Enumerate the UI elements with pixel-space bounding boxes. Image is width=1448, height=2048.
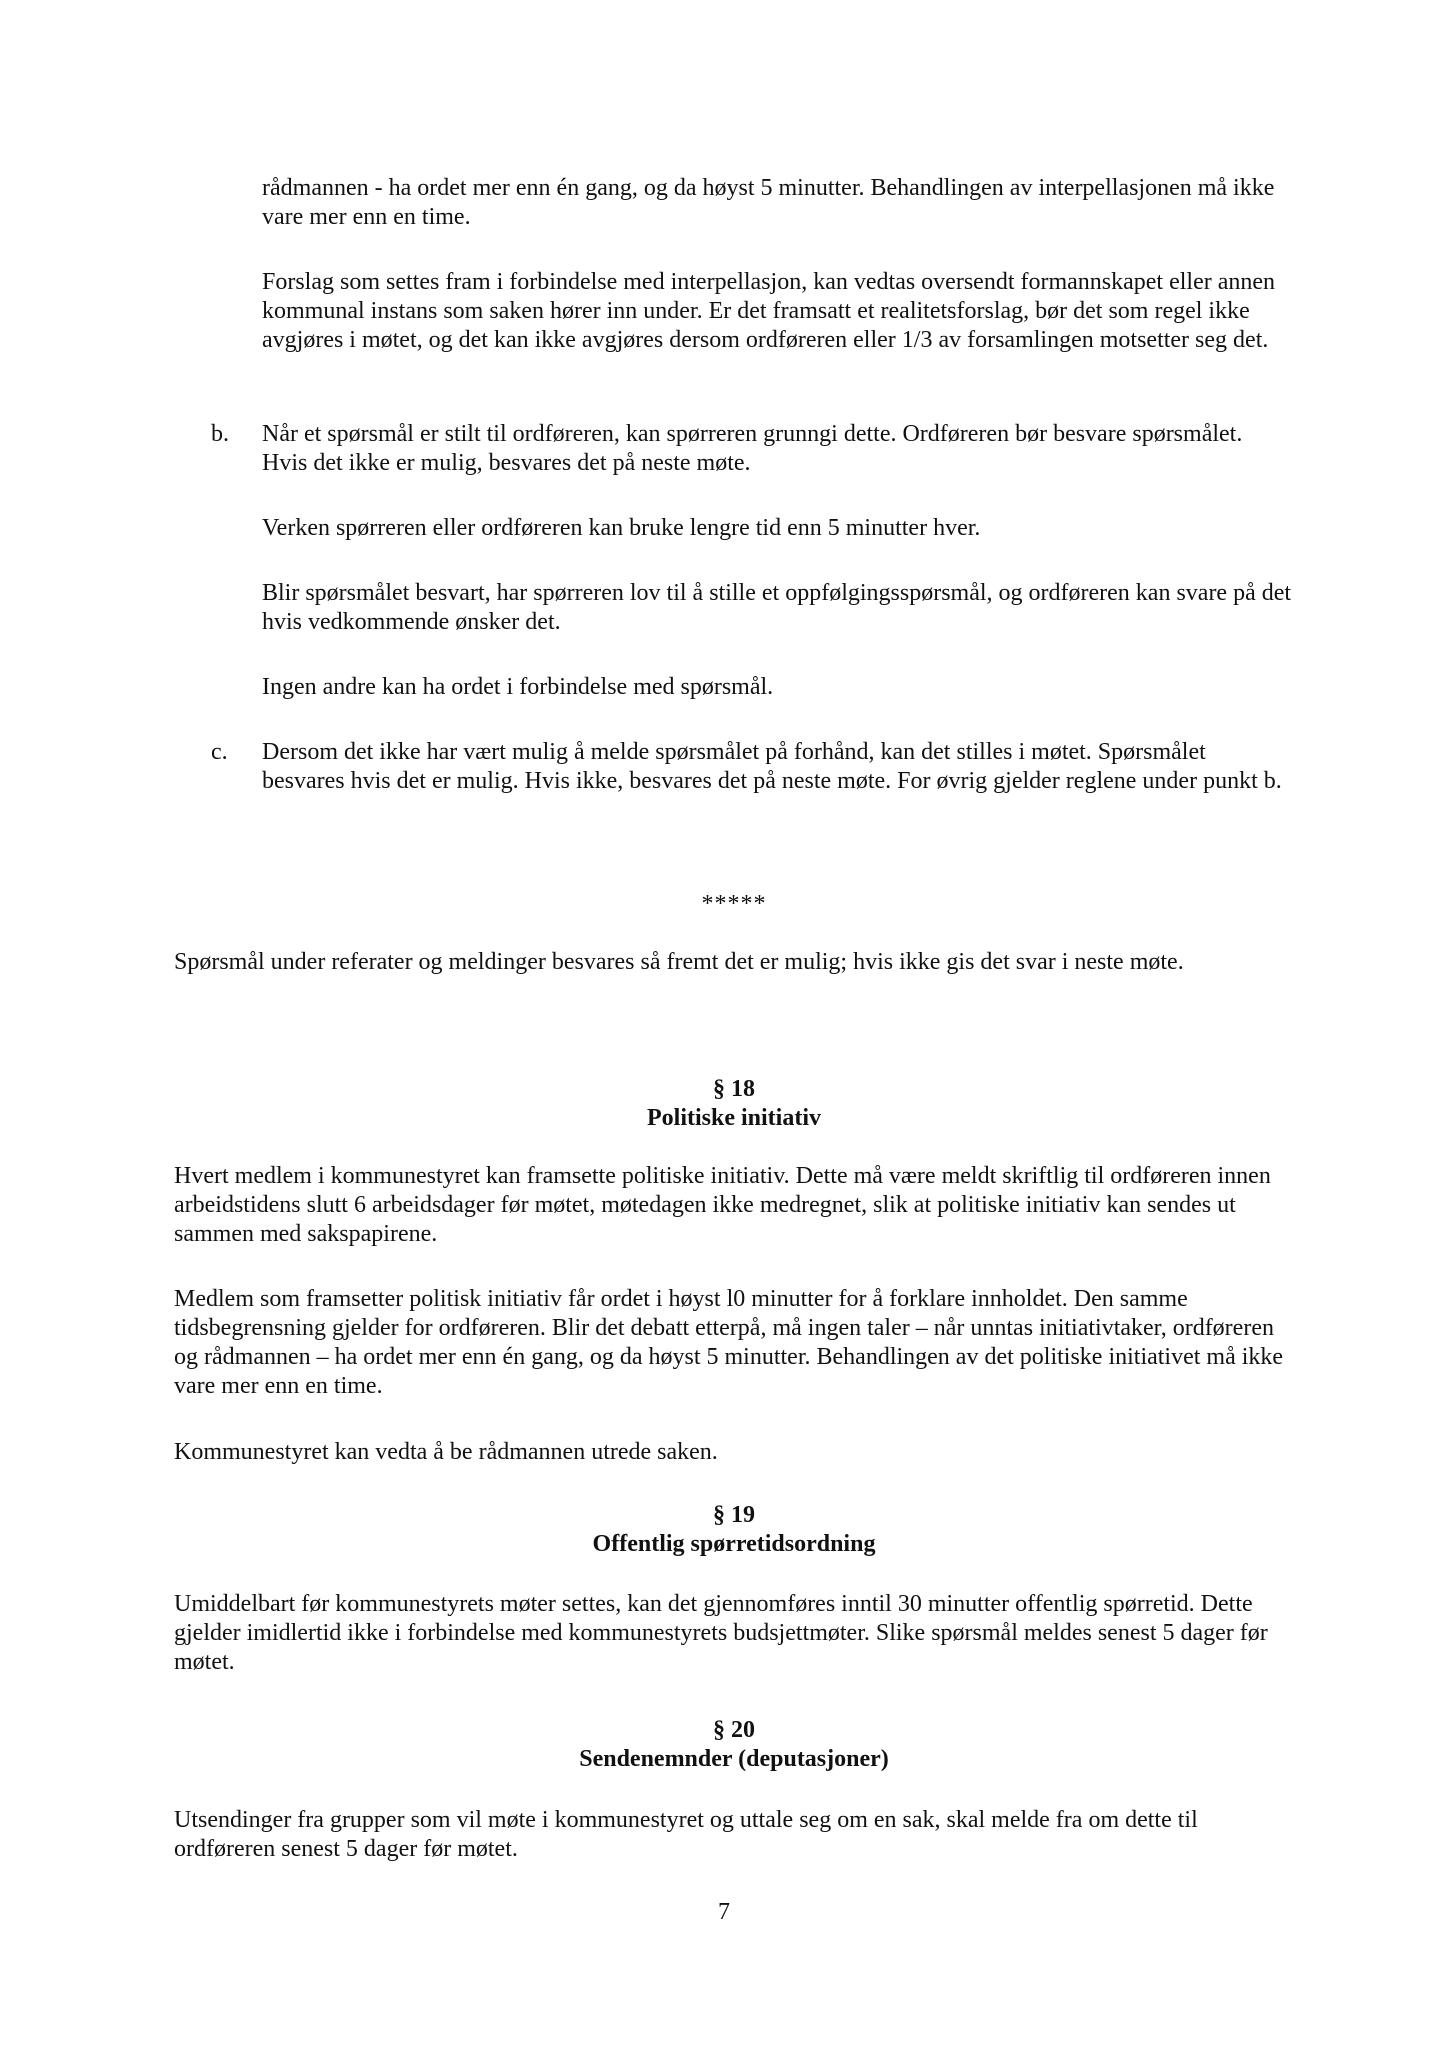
section-18-text-2: Medlem som framsetter politisk initiativ får ordet i høyst l0 minutter for å forklare innholdet. Den samme tidsbegrensning gjelder for ordføreren. Blir det debatt etterpå, må ingen taler – når unntas initiativtaker, ordføreren og rådmannen – ha ordet mer enn én gang, og da høyst 5 minutter. Behandlingen av det politiske initiativet må ikke vare mer enn en time. bbox=[174, 1286, 1284, 1399]
section-19-number: § 19 bbox=[713, 1502, 755, 1528]
section-separator: ***** bbox=[701, 891, 767, 917]
section-18-title: Politiske initiativ bbox=[647, 1105, 821, 1131]
item-b-text-1: Når et spørsmål er stilt til ordføreren, kan spørreren grunngi dette. Ordføreren bør besvare spørsmålet. Hvis det ikke er mulig, besvares det på neste møte. bbox=[262, 421, 1243, 476]
section-18-text-3: Kommunestyret kan vedta å be rådmannen utrede saken. bbox=[174, 1439, 718, 1465]
section-20-number: § 20 bbox=[713, 1717, 755, 1743]
list-marker-c: c. bbox=[211, 739, 228, 765]
section-18-text-1: Hvert medlem i kommunestyret kan framsette politiske initiativ. Dette må være meldt skriftlig til ordføreren innen arbeidstidens slutt 6 arbeidsdager før møtet, møtedagen ikke medregnet, slik at politiske initiativ kan sendes ut sammen med sakspapirene. bbox=[174, 1163, 1271, 1247]
page-number: 7 bbox=[718, 1899, 730, 1925]
interpellation-text-1: rådmannen - ha ordet mer enn én gang, og da høyst 5 minutter. Behandlingen av interpellasjonen må ikke vare mer enn en time. bbox=[262, 175, 1275, 230]
item-b-text-2: Verken spørreren eller ordføreren kan bruke lengre tid enn 5 minutter hver. bbox=[262, 515, 981, 541]
interpellation-text-2: Forslag som settes fram i forbindelse med interpellasjon, kan vedtas oversendt formannskapet eller annen kommunal instans som saken hører inn under. Er det framsatt et realitetsforslag, bør det som regel ikke avgjøres i møtet, og det kan ikke avgjøres dersom ordføreren eller 1/3 av forsamlingen motsetter seg det. bbox=[262, 269, 1276, 353]
item-c-text-1: Dersom det ikke har vært mulig å melde spørsmålet på forhånd, kan det stilles i møtet. Spørsmålet besvares hvis det er mulig. Hvis ikke, besvares det på neste møte. For øvrig gjelder reglene under punkt b. bbox=[262, 739, 1282, 794]
item-b-text-4: Ingen andre kan ha ordet i forbindelse med spørsmål. bbox=[262, 674, 774, 700]
referater-text: Spørsmål under referater og meldinger besvares så fremt det er mulig; hvis ikke gis det svar i neste møte. bbox=[174, 949, 1184, 975]
list-marker-b: b. bbox=[211, 421, 229, 447]
section-20-title: Sendenemnder (deputasjoner) bbox=[579, 1746, 889, 1772]
section-20-text-1: Utsendinger fra grupper som vil møte i kommunestyret og uttale seg om en sak, skal melde fra om dette til ordføreren senest 5 dager før møtet. bbox=[174, 1807, 1198, 1862]
section-18-number: § 18 bbox=[713, 1076, 755, 1102]
section-19-title: Offentlig spørretidsordning bbox=[592, 1531, 876, 1557]
item-b-text-3: Blir spørsmålet besvart, har spørreren lov til å stille et oppfølgingsspørsmål, og ordføreren kan svare på det hvis vedkommende ønsker det. bbox=[262, 580, 1292, 635]
section-19-text-1: Umiddelbart før kommunestyrets møter settes, kan det gjennomføres inntil 30 minutter offentlig spørretid. Dette gjelder imidlertid ikke i forbindelse med kommunestyrets budsjettmøter. Slike spørsmål meldes senest 5 dager før møtet. bbox=[174, 1591, 1268, 1675]
